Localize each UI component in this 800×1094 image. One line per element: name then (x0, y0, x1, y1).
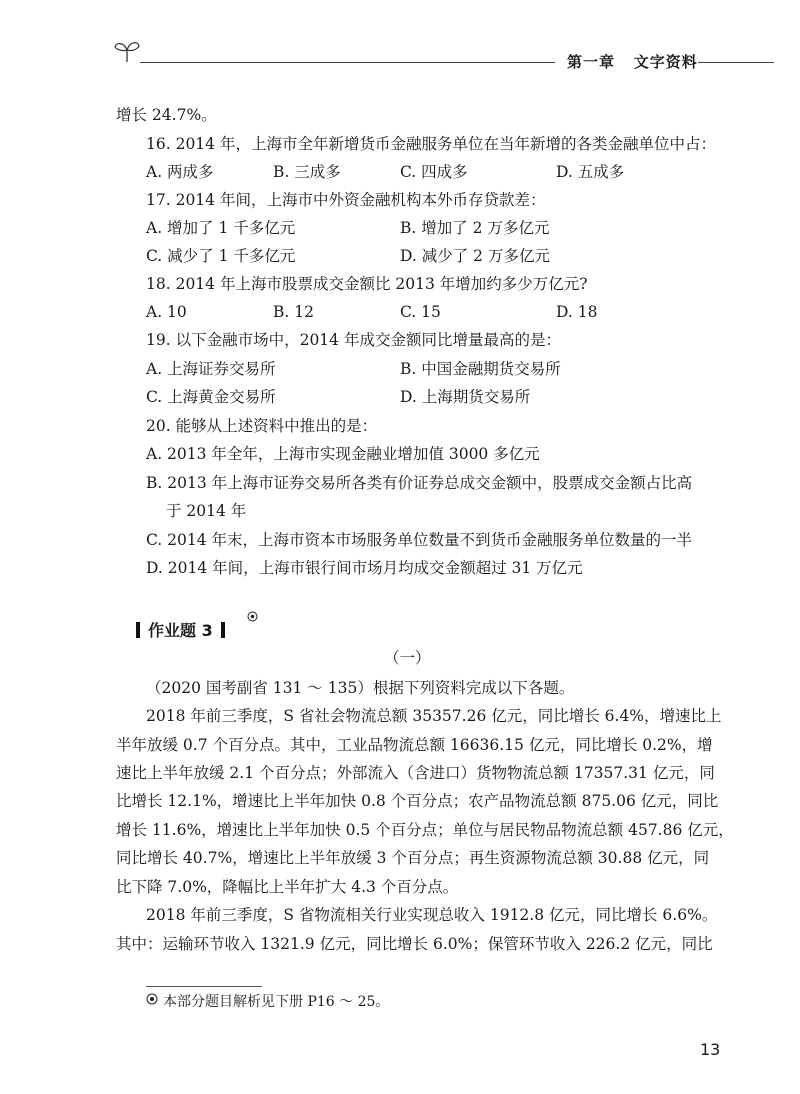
footnote-marker-icon (247, 611, 258, 622)
para1-line: 比增长 12.1%，增速比上半年加快 0.8 个百分点；农产品物流总额 875.06 亿元，同比 (116, 792, 719, 810)
footnote-rule (146, 986, 262, 987)
para1-line: 2018 年前三季度，S 省社会物流总额 35357.26 亿元，同比增长 6.4%，增速比上 (146, 707, 722, 725)
option-19b: B. 中国金融期货交易所 (400, 360, 561, 378)
option-18d: D. 18 (556, 303, 598, 321)
header-rule-right (698, 62, 774, 63)
sprout-logo-icon (112, 38, 142, 64)
text-line: 增长 24.7%。 (116, 106, 217, 124)
title-bar-right (221, 622, 225, 638)
question-17: 17. 2014 年间，上海市中外资金融机构本外币存贷款差： (146, 191, 546, 209)
title-bar-left (136, 622, 140, 638)
para1-line: 增长 11.6%，增速比上半年加快 0.5 个百分点；单位与居民物品物流总额 457.86 亿元， (116, 821, 734, 839)
para1-line: 比下降 7.0%，降幅比上半年扩大 4.3 个百分点。 (116, 878, 459, 896)
section-title (136, 618, 225, 641)
footnote-text: 本部分题目解析见下册 P16 ～ 25。 (163, 994, 390, 1010)
para1-line: 半年放缓 0.7 个百分点。其中，工业品物流总额 16636.15 亿元，同比增长 0.2%，增 (116, 736, 713, 754)
option-18b: B. 12 (273, 303, 314, 321)
para2-line: 2018 年前三季度，S 省物流相关行业实现总收入 1912.8 亿元，同比增长 6.6%。 (146, 906, 718, 924)
option-20d: D. 2014 年间，上海市银行间市场月均成交金额超过 31 万亿元 (146, 559, 583, 577)
option-19c: C. 上海黄金交易所 (146, 388, 276, 406)
option-18a: A. 10 (146, 303, 187, 321)
question-19: 19. 以下金融市场中，2014 年成交金额同比增量最高的是： (146, 331, 561, 349)
header-rule-left (140, 62, 555, 63)
question-16: 16. 2014 年，上海市全年新增货币金融服务单位在当年新增的各类金融单位中占： (146, 135, 716, 153)
option-17b: B. 增加了 2 万多亿元 (400, 219, 550, 237)
option-17d: D. 减少了 2 万多亿元 (400, 247, 550, 265)
para1-line: 同比增长 40.7%，增速比上半年放缓 3 个百分点；再生资源物流总额 30.88 亿元，同 (116, 849, 710, 867)
option-17c: C. 减少了 1 千多亿元 (146, 247, 296, 265)
section-subtitle: （一） (384, 649, 431, 667)
option-17a: A. 增加了 1 千多亿元 (146, 219, 296, 237)
option-20c: C. 2014 年末，上海市资本市场服务单位数量不到货币金融服务单位数量的一半 (146, 531, 693, 549)
option-20b: B. 2013 年上海市证券交易所各类有价证券总成交金额中，股票成交金额占比高 (146, 474, 693, 492)
option-19a: A. 上海证券交易所 (146, 360, 276, 378)
option-16d: D. 五成多 (556, 163, 625, 181)
question-20: 20. 能够从上述资料中推出的是： (146, 417, 378, 435)
option-16b: B. 三成多 (273, 163, 341, 181)
para1-line: 速比上半年放缓 2.1 个百分点；外部流入（含进口）货物物流总额 17357.31 亿元，同 (116, 764, 715, 782)
footnote-marker-icon (146, 993, 158, 1005)
option-16a: A. 两成多 (146, 163, 214, 181)
question-18: 18. 2014 年上海市股票成交金额比 2013 年增加约多少万亿元? (146, 275, 588, 293)
page-number: 13 (700, 1040, 721, 1059)
option-20b-cont: 于 2014 年 (166, 502, 247, 520)
option-18c: C. 15 (400, 303, 441, 321)
option-19d: D. 上海期货交易所 (400, 388, 531, 406)
option-16c: C. 四成多 (400, 163, 468, 181)
para2-line: 其中：运输环节收入 1321.9 亿元，同比增长 6.0%；保管环节收入 226.2 亿元，同比 (116, 935, 713, 953)
chapter-heading: 第一章 文字资料 (567, 53, 698, 71)
section-title-text: 作业题 3 (148, 621, 213, 640)
section-intro: （2020 国考副省 131 ～ 135）根据下列资料完成以下各题。 (146, 679, 575, 697)
option-20a: A. 2013 年全年，上海市实现金融业增加值 3000 多亿元 (146, 445, 540, 463)
